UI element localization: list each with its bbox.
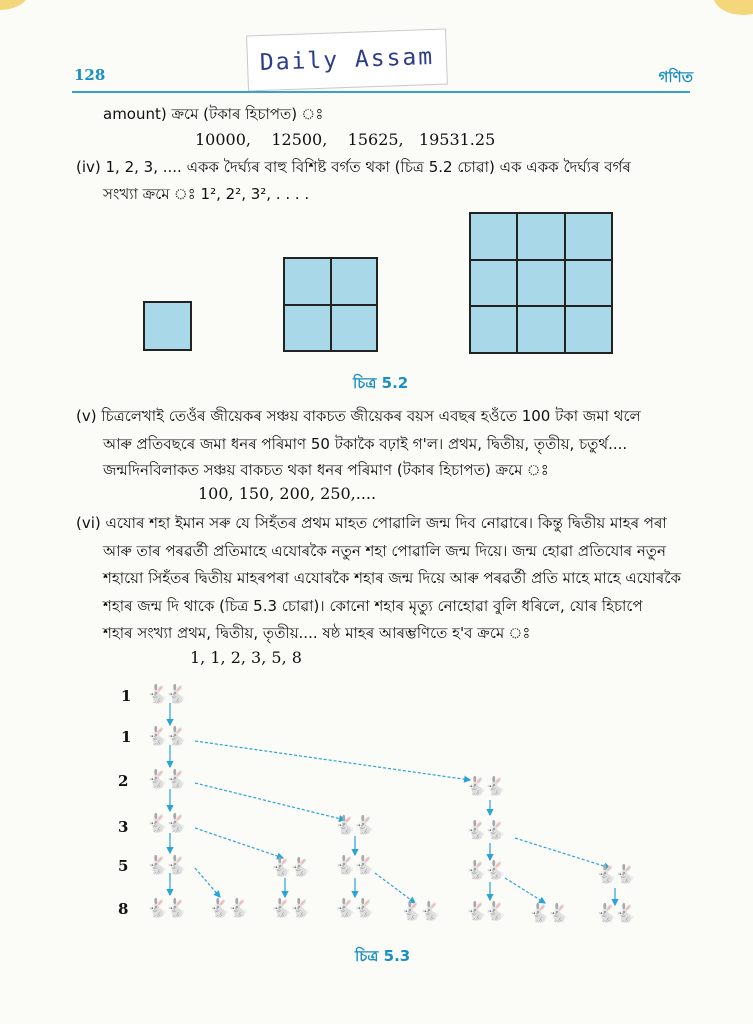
rabbit-pair-icon: 🐇🐇 [270,857,309,878]
text-line: amount) ক্ৰমে (টকাৰ হিচাপত) ঃ [103,105,324,123]
item-v-line: (v) চিত্ৰলেখাই তেওঁৰ জীয়েকৰ সঞ্চয় বাকচত জীয়েকৰ বয়স এবছৰ হওঁতে 100 টকা জমা থলে [76,407,641,425]
rabbit-pair-icon: 🐇🐇 [334,815,373,836]
generation-label: 1 [121,687,132,705]
generation-label: 2 [118,772,129,790]
item-iv-line: (iv) 1, 2, 3, .... একক দৈৰ্ঘ্যৰ বাহু বিশিষ্ট বৰ্গত থকা (চিত্ৰ 5.2 চোৱা) এক একক দৈৰ্ঘ্যৰ বৰ্গৰ [76,158,631,176]
rabbit-pair-icon: 🐇🐇 [595,903,634,924]
rabbit-pair-icon: 🐇🐇 [146,898,185,919]
rabbit-pair-icon: 🐇🐇 [465,860,504,881]
fibonacci-sequence: 1, 1, 2, 3, 5, 8 [190,648,302,667]
item-vi-line: শহাৰ জন্ম দি থাকে (চিত্ৰ 5.3 চোৱা)। কোনো শহাৰ মৃত্যু নোহোৱা বুলি ধৰিলে, যোৰ হিচাপে [103,597,643,615]
amount-sequence: 10000, 12500, 15625, 19531.25 [195,130,496,149]
rabbit-pair-icon: 🐇🐇 [270,898,309,919]
item-iv-line: সংখ্যা ক্ৰমে ঃ 1², 2², 3², . . . . [103,185,310,203]
savings-sequence: 100, 150, 200, 250,.... [198,484,377,503]
rabbit-pair-icon: 🐇🐇 [146,855,185,876]
item-v-line: জন্মদিনবিলাকত সঞ্চয় বাকচত থকা ধনৰ পৰিমাণ (টকাৰ হিচাপত) ক্ৰমে ঃ [103,461,549,479]
rabbit-pair-icon: 🐇🐇 [465,820,504,841]
rabbit-pair-icon: 🐇🐇 [334,855,373,876]
rabbit-pair-icon: 🐇🐇 [465,776,504,797]
rabbit-pair-icon: 🐇🐇 [146,769,185,790]
rabbit-pair-icon: 🐇🐇 [146,813,185,834]
rabbit-pair-icon: 🐇🐇 [400,901,439,922]
figure-5-3-caption: চিত্ৰ 5.3 [355,947,411,965]
rabbit-pair-icon: 🐇🐇 [208,898,247,919]
item-vi-line: শহায়ো সিহঁতৰ দ্বিতীয় মাহৰপৰা এযোৰকৈ শহাৰ জন্ম দিয়ে আৰু পৰৱৰ্তী প্ৰতি মাহে মাহে এযোৰকৈ [103,569,682,587]
rabbit-pair-icon: 🐇🐇 [528,903,567,924]
generation-label: 1 [121,728,132,746]
item-vi-line: শহাৰ সংখ্যা প্ৰথম, দ্বিতীয়, তৃতীয়.... ষষ্ঠ মাহৰ আৰম্ভণিতে হ'ব ক্ৰমে ঃ [103,624,531,642]
page-number: 128 [74,66,106,84]
rabbit-pair-icon: 🐇🐇 [595,864,634,885]
rabbit-pair-icon: 🐇🐇 [146,726,185,747]
rabbit-pair-icon: 🐇🐇 [146,684,185,705]
rabbit-pair-icon: 🐇🐇 [465,901,504,922]
watermark-logo: Daily Assam [246,29,448,92]
generation-label: 8 [118,900,129,918]
generation-label: 3 [118,818,129,836]
page-subject: গণিত [658,68,693,86]
item-vi-line: আৰু তাৰ পৰৱৰ্তী প্ৰতিমাহে এযোৰকৈ নতুন শহা পোৱালি জন্ম দিয়ে। জন্ম হোৱা প্ৰতিযোৰ নতুন [103,542,667,560]
item-vi-line: (vi) এযোৰ শহা ইমান সৰু যে সিহঁতৰ প্ৰথম মাহত পোৱালি জন্ম দিব নোৱাৰে। কিন্তু দ্বিতীয় মাহৰ পৰা [76,514,667,532]
generation-label: 5 [118,857,129,875]
item-v-line: আৰু প্ৰতিবছৰে জমা ধনৰ পৰিমাণ 50 টকাকৈ বঢ়াই গ'ল। প্ৰথম, দ্বিতীয়, তৃতীয়, চতুৰ্থ.... [103,435,628,453]
figure-5-2-caption: চিত্ৰ 5.2 [353,374,409,392]
rabbit-pair-icon: 🐇🐇 [334,898,373,919]
